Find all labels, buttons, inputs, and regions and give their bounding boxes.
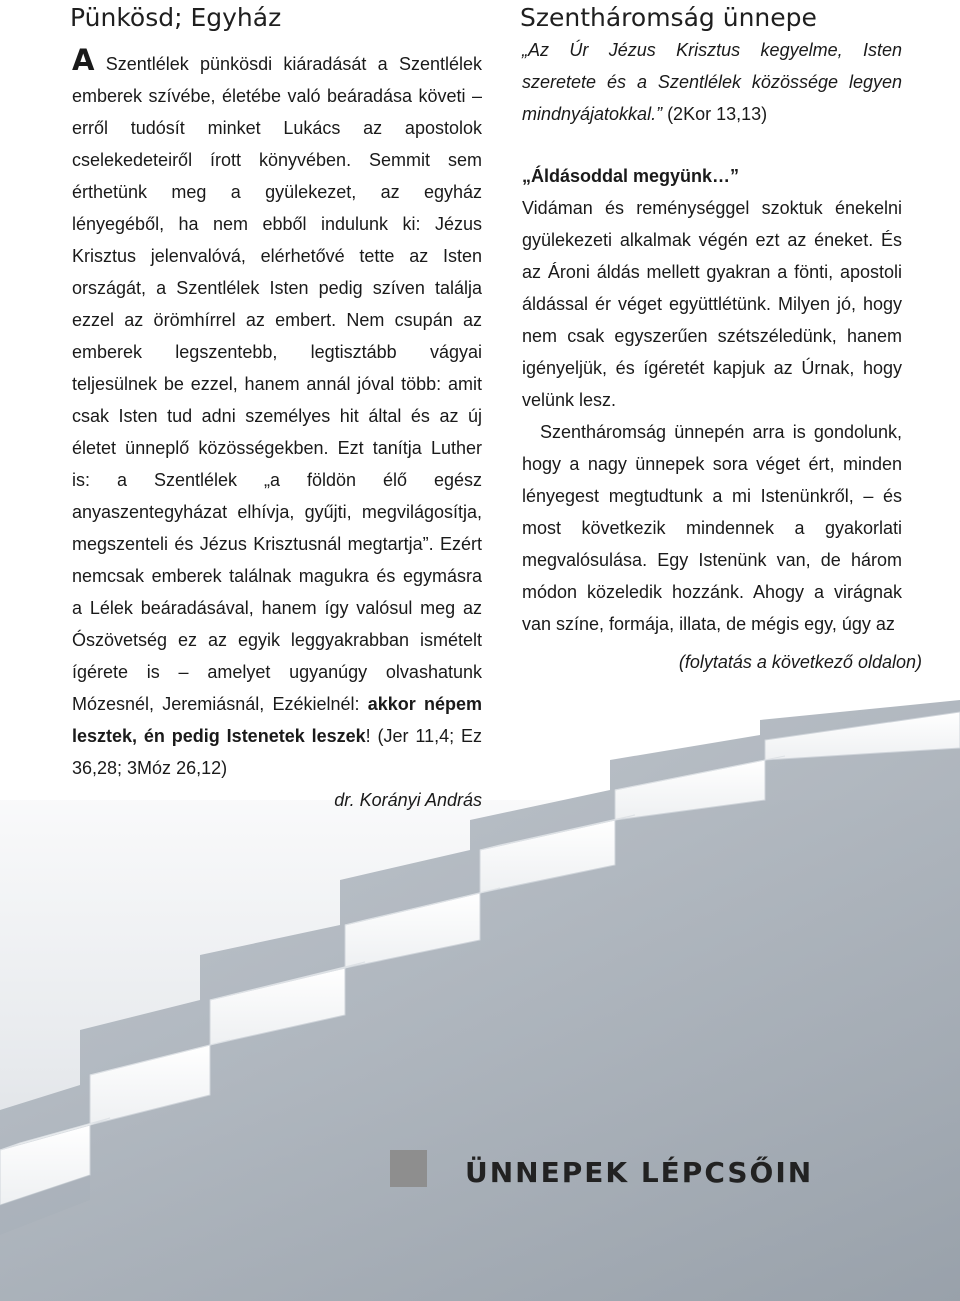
footer-section-title: ÜNNEPEK LÉPCSŐIN [465, 1156, 814, 1189]
scripture-references: ! (Jer 11,4; Ez 36,28; 3Móz 26,12) [72, 726, 482, 778]
author-signature: dr. Korányi András [334, 790, 482, 810]
article-text-start: Szentlélek pünkösdi kiáradását a Szentlélek emberek szívébe, életébe való beáradása követi – erről tudósít minket Lukács az apostolok cselekedeteiről írott könyvében. Semmit sem érthetünk meg a gyülekezet, az egyház lényegéből, ha nem ebből indulunk ki: Jézus Krisztus jelenvalóvá, elérhetővé tette az Isten országát, a Szentlélek Isten pedig szíven találja ezzel az örömhírrel az embert. Nem csupán az emberek legszentebb, legtisztább vágyai teljesülnek be ezzel, hanem annál jóval több: amit csak Isten tud adni személyes hit által és az új életet ünneplő közösségekben. Ezt tanítja Luther is: a Szentlélek „a földön élő egész anyaszentegyházat elhívja, gyűjti, megvilágosítja, megszenteli és Jézus Krisztusnál megtartja”. Ezért nemcsak emberek találnak magukra és egymásra a Lélek beáradásával, hanem így valósul meg az Ószövetség ez az egyik leggyakrabban ismételt ígérete is – amelyet ugyanúgy olvashatunk Mózesnél, Jeremiásnál, Ezékielnél: [72, 54, 482, 714]
article-body-pentecost [72, 43, 482, 784]
trinity-paragraph-1: Vidáman és reménységgel szoktuk énekelni gyülekezeti alkalmak végén ezt az éneket. És az Ároni áldás mellett gyakran a fönti, apostoli áldással ér véget együttlétünk. Milyen jó, hogy nem csak egyszerűen szétszéledünk, hanem igényeljük, és ígéretét kapjuk az Úrnak, hogy velünk lesz. [522, 198, 902, 410]
footer-square-marker [390, 1150, 427, 1187]
blessing-quote-text: „Az Úr Jézus Krisztus kegyelme, Isten szeretete és a Szentlélek közössége legyen mindnyájatokkal.” [522, 40, 902, 124]
blessing-quote [522, 34, 902, 130]
scripture-bold-quote: akkor népem lesztek, én pedig Istenetek leszek [72, 694, 482, 746]
article-heading-pentecost: Pünkösd; Egyház [70, 3, 282, 32]
blessing-quote-reference: (2Kor 13,13) [662, 104, 768, 124]
right-column [520, 0, 922, 678]
trinity-paragraph-2: Szentháromság ünnepén arra is gondolunk, hogy a nagy ünnepek sora véget ért, minden lényegest megtudtunk a mi Istenünkről, – és most következik mindennek a gyakorlati megvalósulása. Egy Istenünk van, de három módon közeledik hozzánk. Ahogy a virágnak van színe, formája, illata, de mégis egy, úgy az [522, 422, 902, 634]
continued-note: (folytatás a következő oldalon) [678, 652, 922, 672]
left-column [72, 0, 482, 816]
section-subtitle: „Áldásoddal megyünk…” [522, 166, 740, 186]
footer-banner [390, 1148, 813, 1189]
drop-cap: A [72, 43, 95, 77]
article-heading-trinity: Szentháromság ünnepe [520, 3, 817, 32]
